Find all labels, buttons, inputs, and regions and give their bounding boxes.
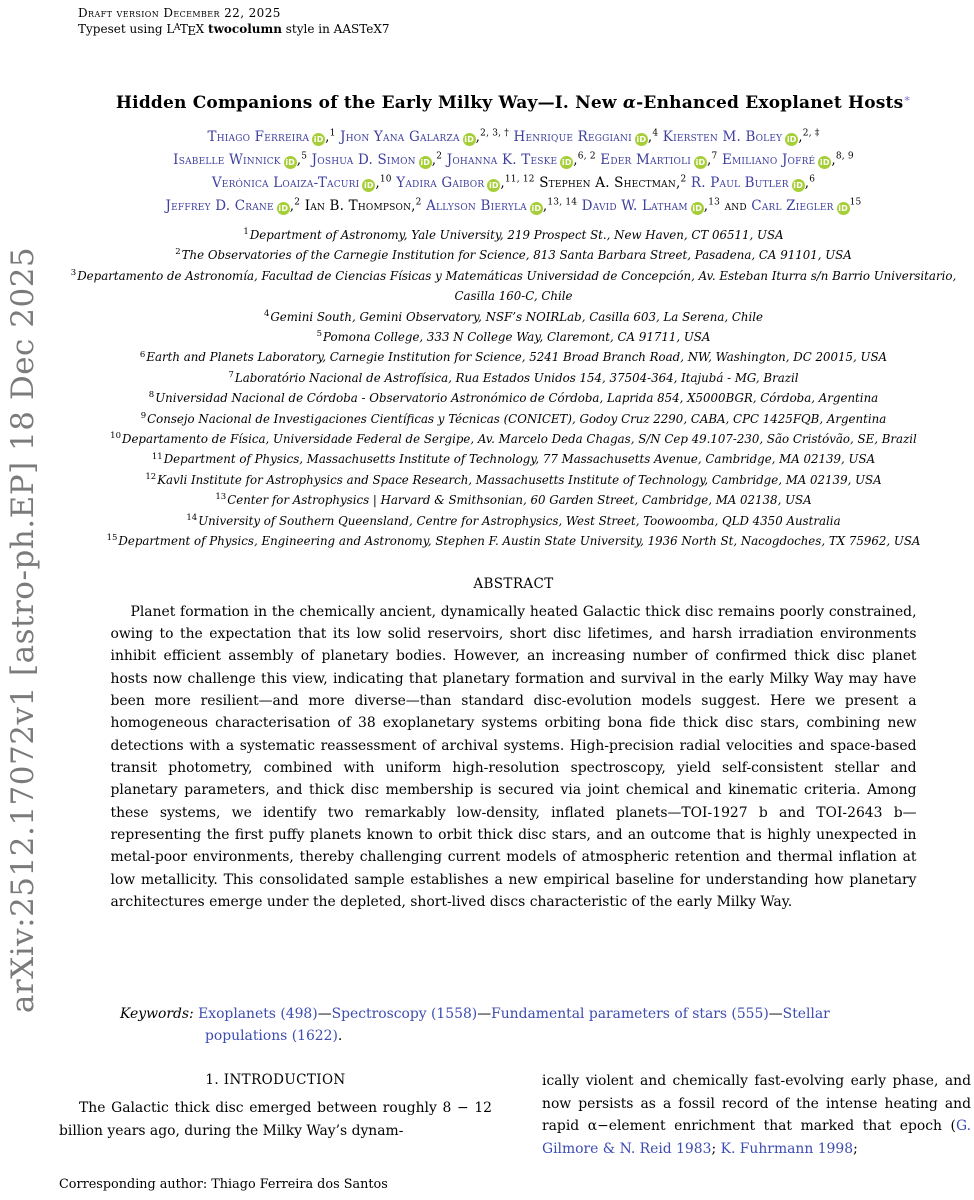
author-name[interactable]: David W. Latham — [581, 198, 688, 214]
latex-char: E — [187, 24, 197, 38]
affiliation-line — [57, 388, 970, 408]
affiliation-line — [57, 470, 970, 490]
affiliation-text: Pomona College, 333 N College Way, Claremont, CA 91711, USA — [323, 330, 711, 345]
keyword-link[interactable]: Exoplanets (498) — [198, 1006, 318, 1022]
affiliation-text: Universidad Nacional de Córdoba - Observatorio Astronómico de Córdoba, Laprida 854, X5000BGR, Córdoba, Argentina — [155, 391, 879, 406]
affiliation-text: Department of Physics, Engineering and Astronomy, Stephen F. Austin State University, 1936 North St, Nacogdoches, TX 75962, USA — [118, 534, 921, 549]
two-column-section — [59, 1070, 971, 1160]
intro-right-paragraph — [542, 1070, 971, 1160]
affiliation-sup: 2 — [175, 247, 181, 258]
orcid-icon[interactable]: iD — [464, 135, 475, 144]
title-footnote-marker[interactable]: ∗ — [903, 92, 912, 105]
latex-char: X — [195, 22, 205, 36]
author-and-label: and — [724, 198, 752, 214]
orcid-icon[interactable]: iD — [636, 135, 647, 144]
affiliation-line — [57, 307, 970, 327]
keywords-line — [107, 1003, 913, 1048]
author-name[interactable]: Johanna K. Teske — [446, 152, 558, 168]
author-line — [57, 126, 970, 149]
orcid-icon[interactable]: iD — [420, 158, 431, 167]
affiliation-sup: 5 — [316, 329, 323, 340]
author-name[interactable]: Emiliano Jofré — [721, 152, 816, 168]
affiliation-sup: 8 — [148, 390, 155, 401]
affiliation-sup: 1 — [243, 227, 249, 238]
author-affiliation-sup: 6, 2 — [577, 151, 596, 162]
corresponding-author-note: Corresponding author: Thiago Ferreira dos Santos — [59, 1177, 388, 1192]
author-affiliation-sup: 2, 3, † — [480, 128, 509, 139]
affiliation-line — [57, 449, 970, 469]
affiliation-line — [57, 429, 970, 449]
author-line — [57, 195, 970, 218]
affiliation-sup: 4 — [263, 308, 270, 319]
orcid-icon[interactable]: iD — [313, 135, 324, 144]
affiliation-line — [57, 490, 970, 510]
author-affiliation-sup: 8, 9 — [835, 151, 854, 162]
affiliation-text: University of Southern Queensland, Centre for Astrophysics, West Street, Toowoomba, QLD 4350 Australia — [198, 513, 841, 528]
body-text: ically violent and chemically fast-evolving early phase, and now persists as a fossil record of the intense heating and rapid α−element enrichment that marked that epoch ( — [542, 1073, 971, 1135]
keyword-link[interactable]: Spectroscopy (1558) — [331, 1006, 478, 1022]
author-name: Stephen A. Shectman — [539, 175, 676, 191]
author-name[interactable]: Kiersten M. Boley — [662, 129, 783, 145]
affiliation-line — [57, 225, 970, 245]
abstract-text: Planet formation in the chemically ancient, dynamically heated Galactic thick disc remains poorly constrained, owing to the expectation that its low solid reservoirs, short disc lifetimes, and harsh irradiation environments inhibit efficient assembly of planetary bodies. However, an increasing number of confirmed thick disc planet hosts now challenge this view, indicating that planetary formation and survival in the early Milky Way may have been more resilient—and more diverse—than standard disc-evolution models suggest. Here we present a homogeneous characterisation of 38 exoplanetary systems orbiting bona fide thick disc stars, combining new detections with a systematic reassessment of archival systems. High-precision radial velocities and space-based transit photometry, combined with uniform high-resolution spectroscopy, yield self-consistent stellar and planetary parameters, and thick disc membership is secured via joint chemical and kinematic criteria. Among these systems, we identify two remarkably low-density, inflated planets—TOI-1927 b and TOI-2643 b—representing the first puffy planets known to orbit thick disc stars, and an outcome that is highly unexpected in metal-poor environments, thereby challenging current models of atmospheric retention and thermal inflation at low metallicity. This consolidated sample establishes a new empirical baseline for understanding how planetary architectures emerge under the depleted, short-lived discs characteristic of the early Milky Way. — [110, 603, 917, 910]
orcid-icon[interactable]: iD — [285, 158, 296, 167]
author: Thiago Ferreira iD ,$^1$ — [207, 128, 336, 145]
affiliation-sup: 6 — [139, 349, 146, 360]
citation-link[interactable]: G. Gilmore & N. Reid 1983 — [542, 1118, 971, 1157]
affiliation-line — [57, 531, 970, 551]
affiliation-text: Earth and Planets Laboratory, Carnegie Institution for Science, 5241 Broad Branch Road, NW, Washington, DC 20015, USA — [146, 350, 888, 365]
author-affiliation-sup: 2 — [294, 197, 301, 208]
twocolumn-label: twocolumn — [208, 22, 282, 36]
draft-header — [78, 6, 390, 39]
author: Jhon Yana Galarza iD ,$^{2, 3, \dagger}$ — [340, 128, 509, 145]
affiliation-text: Laboratório Nacional de Astrofísica, Rua Estados Unidos 154, 37504-364, Itajubá - MG, Brazil — [234, 370, 799, 385]
author-affiliation-sup: 2 — [415, 197, 422, 208]
arxiv-watermark: arXiv:2512.17072v1 [astro-ph.EP] 18 Dec 2025 — [5, 246, 41, 1014]
orcid-icon[interactable]: iD — [692, 204, 703, 213]
affiliation-line — [57, 409, 970, 429]
affiliation-line — [57, 327, 970, 347]
author: R. Paul Butler iD ,$^6$ — [690, 174, 816, 191]
author: Henrique Reggiani iD ,$^4$ — [513, 128, 659, 145]
keyword-separator: — — [317, 1006, 332, 1022]
orcid-icon[interactable]: iD — [278, 204, 289, 213]
latex-logo — [166, 22, 204, 36]
orcid-icon[interactable]: iD — [838, 204, 848, 213]
affiliation-line — [57, 266, 970, 307]
affiliation-line — [57, 347, 970, 367]
author-name: Ian B. Thompson — [304, 198, 412, 214]
author-name[interactable]: R. Paul Butler — [690, 175, 789, 191]
affiliation-sup: 10 — [110, 431, 121, 442]
orcid-icon[interactable]: iD — [561, 158, 572, 167]
author-affiliation-sup: 10 — [379, 174, 392, 185]
author-name[interactable]: Allyson Bieryla — [426, 198, 527, 214]
keywords-label: Keywords: — [120, 1006, 199, 1022]
author-line — [57, 172, 970, 195]
affiliation-text: Department of Astronomy, Yale University, 219 Prospect St., New Haven, CT 06511, USA — [249, 228, 784, 242]
authors-block — [57, 126, 970, 218]
author: Yadira Gaibor iD ,$^{11, 12}$ — [396, 174, 535, 191]
author-name[interactable]: Carl Ziegler — [751, 198, 834, 214]
affiliation-sup: 3 — [70, 267, 77, 278]
orcid-icon[interactable]: iD — [793, 181, 804, 190]
affiliation-sup: 7 — [228, 369, 234, 380]
title-text-post: -Enhanced Exoplanet Hosts — [636, 93, 904, 113]
author: Isabelle Winnick iD ,$^5$ — [173, 151, 308, 168]
latex-char: L — [166, 22, 175, 36]
author-name[interactable]: Joshua D. Simon — [311, 152, 416, 168]
author-name[interactable]: Eder Martioli — [600, 152, 691, 168]
author-affiliation-sup: 15 — [849, 197, 862, 208]
author-name[interactable]: Jhon Yana Galarza — [340, 129, 460, 145]
author: Ian B. Thompson,$^2$ — [304, 197, 422, 214]
affiliation-sup: 9 — [140, 410, 147, 421]
affiliation-sup: 14 — [186, 512, 198, 523]
affiliation-sup: 15 — [106, 533, 118, 544]
author-affiliation-sup: 5 — [301, 151, 308, 162]
left-column — [59, 1070, 492, 1160]
abstract-heading: ABSTRACT — [473, 575, 554, 592]
orcid-icon[interactable]: iD — [786, 135, 797, 144]
affiliation-text: Departamento de Astronomía, Facultad de Ciencias Físicas y Matemáticas Universidad de Concepción, Av. Esteban Iturra s/n Barrio Universitario, Casilla 160-C, Chile — [77, 268, 957, 304]
author-name[interactable]: Yadira Gaibor — [396, 175, 485, 191]
author-affiliation-sup: 13 — [708, 197, 721, 208]
orcid-icon[interactable]: iD — [819, 158, 830, 167]
orcid-icon[interactable]: iD — [488, 181, 499, 190]
author-affiliation-sup: 2, ‡ — [802, 128, 820, 139]
affiliation-sup: 11 — [151, 451, 163, 462]
latex-char: T — [179, 22, 188, 36]
title-alpha: α — [622, 93, 637, 113]
author: Allyson Bieryla iD ,$^{13, 14}$ — [426, 197, 578, 214]
typeset-post: style in AASTeX7 — [281, 22, 390, 36]
affiliations-block — [57, 225, 970, 552]
body-text: ; — [711, 1140, 721, 1157]
author-affiliation-sup: 6 — [809, 174, 816, 185]
author-affiliation-sup: 7 — [711, 151, 718, 162]
keyword-link[interactable]: Fundamental parameters of stars (555) — [491, 1006, 769, 1022]
affiliation-sup: 12 — [145, 471, 157, 482]
author: Jeffrey D. Crane iD ,$^2$ — [165, 197, 301, 214]
keyword-link[interactable]: Stellar populations (1622) — [205, 1006, 830, 1045]
author: Emiliano Jofré iD ,$^{8, 9}$ — [721, 151, 854, 168]
author-name[interactable]: Jeffrey D. Crane — [165, 198, 274, 214]
author-affiliation-sup: 1 — [329, 128, 336, 139]
affiliation-text: Department of Physics, Massachusetts Institute of Technology, 77 Massachusetts Avenue, Cambridge, MA 02139, USA — [163, 452, 876, 467]
intro-left-paragraph: The Galactic thick disc emerged between roughly 8 − 12 billion years ago, during the Milky Way’s dynam- — [59, 1100, 492, 1139]
keywords-terminator: . — [337, 1028, 343, 1045]
affiliation-line — [57, 511, 970, 531]
orcid-icon[interactable]: iD — [695, 158, 706, 167]
citation-link[interactable]: K. Fuhrmann 1998 — [720, 1140, 854, 1157]
right-column — [542, 1070, 971, 1160]
orcid-icon[interactable]: iD — [363, 181, 374, 190]
affiliation-text: The Observatories of the Carnegie Institution for Science, 813 Santa Barbara Street, Pasadena, CA 91101, USA — [181, 248, 852, 263]
latex-char: A — [173, 23, 181, 33]
section-heading-introduction: 1. INTRODUCTION — [205, 1072, 346, 1088]
author-affiliation-sup: 13, 14 — [547, 197, 578, 208]
author-name[interactable]: Henrique Reggiani — [513, 129, 632, 145]
author: Verónica Loaiza-Tacuri iD ,$^{10}$ — [211, 174, 392, 191]
author: Eder Martioli iD ,$^7$ — [600, 151, 718, 168]
author: Stephen A. Shectman,$^2$ — [539, 174, 687, 191]
affiliation-text: Gemini South, Gemini Observatory, NSF’s NOIRLab, Casilla 603, La Serena, Chile — [270, 309, 764, 324]
affiliation-text: Center for Astrophysics | Harvard & Smithsonian, 60 Garden Street, Cambridge, MA 02138, USA — [227, 493, 812, 508]
orcid-icon[interactable]: iD — [531, 204, 542, 213]
title-text-pre: Hidden Companions of the Early Milky Way—I. New — [115, 93, 623, 113]
author-affiliation-sup: 2 — [680, 174, 687, 185]
keyword-separator: — — [768, 1006, 783, 1022]
affiliation-line — [57, 368, 970, 388]
author-affiliation-sup: 4 — [652, 128, 659, 139]
affiliation-text: Kavli Institute for Astrophysics and Space Research, Massachusetts Institute of Technology, Cambridge, MA 02139, USA — [157, 472, 882, 487]
author-name[interactable]: Verónica Loaiza-Tacuri — [211, 175, 360, 191]
author-name[interactable]: Isabelle Winnick — [173, 152, 281, 168]
typeset-line — [78, 21, 390, 39]
author-affiliation-sup: 11, 12 — [504, 174, 535, 185]
affiliation-text: Consejo Nacional de Investigaciones Científicas y Técnicas (CONICET), Godoy Cruz 2290, CABA, CPC 1425FQB, Argentina — [147, 411, 887, 426]
draft-version-line: Draft version December 22, 2025 — [78, 6, 281, 20]
typeset-pre: Typeset using — [78, 22, 167, 36]
author: David W. Latham iD ,$^{13}$ — [581, 197, 721, 214]
author — [725, 198, 862, 214]
body-text: ; — [853, 1140, 858, 1157]
affiliation-sup: 13 — [215, 492, 227, 503]
author-affiliation-sup: 2 — [436, 151, 443, 162]
author: Johanna K. Teske iD ,$^{6, 2}$ — [446, 151, 596, 168]
affiliation-line — [57, 245, 970, 265]
author-line — [57, 149, 970, 172]
author: Kiersten M. Boley iD ,$^{2, \ddagger}$ — [662, 128, 820, 145]
keyword-separator: — — [477, 1006, 492, 1022]
affiliation-text: Departamento de Física, Universidade Federal de Sergipe, Av. Marcelo Deda Chagas, S/N Cep 49.107-230, São Cristóvão, SE, Brazil — [121, 432, 917, 447]
author: Joshua D. Simon iD ,$^2$ — [311, 151, 443, 168]
author-name[interactable]: Thiago Ferreira — [207, 129, 310, 145]
